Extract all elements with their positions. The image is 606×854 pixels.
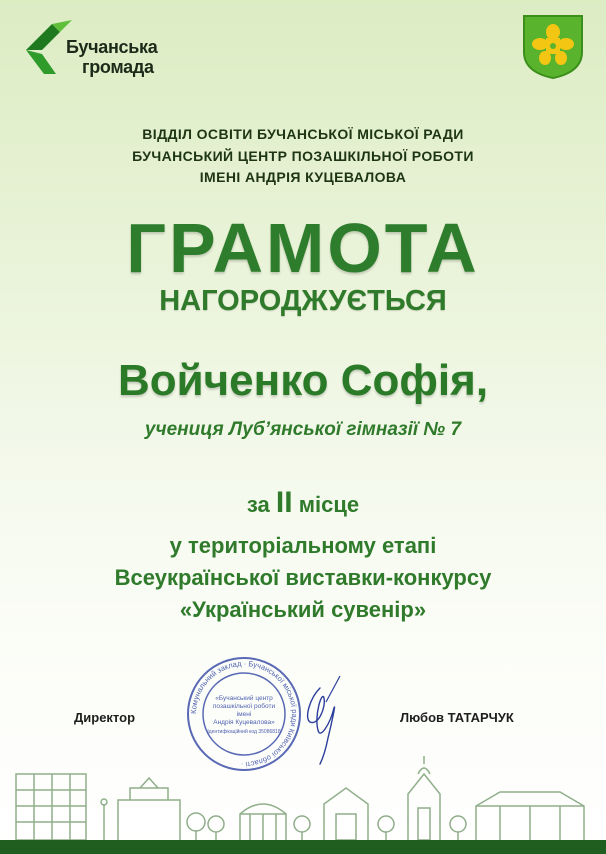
stamp-outer-text: Комунальний заклад · Бучанської міської ради Київської області ·: [188, 658, 300, 770]
award-place: [0, 488, 606, 520]
award-reason-line1: у територіальному етапі: [169, 533, 437, 558]
certificate-title: ГРАМОТА: [126, 209, 480, 287]
bucha-community-logo: [22, 14, 192, 80]
stamp-inner-line2: позашкільної роботи: [212, 703, 276, 710]
award-reason-line3: «Український сувенір»: [179, 597, 427, 622]
stamp-inner-line1: «Бучанський центр: [215, 695, 273, 702]
stamp-inner-line4: Андрія Куцевалова»: [213, 719, 275, 726]
signature-role: Директор: [74, 710, 136, 725]
place-number: II: [275, 486, 293, 519]
header-line-center-name: БУЧАНСЬКИЙ ЦЕНТР ПОЗАШКІЛЬНОЇ РОБОТИ: [132, 148, 474, 164]
city-skyline-illustration: [0, 744, 606, 854]
awarded-heading: НАГОРОДЖУЄТЬСЯ: [159, 285, 447, 317]
header-line-named-after: ІМЕНІ АНДРІЯ КУЦЕВАЛОВА: [199, 169, 407, 185]
stamp-inner-line3: імені: [236, 711, 252, 718]
coat-of-arms-icon: [522, 14, 584, 80]
stamp-inner-code: Ідентифікаційний код 35086818: [207, 729, 281, 735]
recipient-school: учениця Луб’янської гімназії № 7: [144, 419, 462, 440]
recipient-name: Войченко Софія,: [117, 356, 489, 405]
logo-text-line1: Бучанська: [66, 37, 158, 57]
header-line-education-department: ВІДДІЛ ОСВІТИ БУЧАНСЬКОЇ МІСЬКОЇ РАДИ: [142, 126, 464, 142]
place-prefix: за: [246, 492, 270, 517]
city-coat-of-arms: [522, 14, 584, 80]
place-suffix: місце: [298, 492, 360, 517]
signature-name: Любов ТАТАРЧУК: [400, 710, 514, 725]
logo-text-line2: громада: [82, 57, 154, 77]
award-reason-line2: Всеукраїнської виставки-конкурсу: [114, 565, 492, 590]
